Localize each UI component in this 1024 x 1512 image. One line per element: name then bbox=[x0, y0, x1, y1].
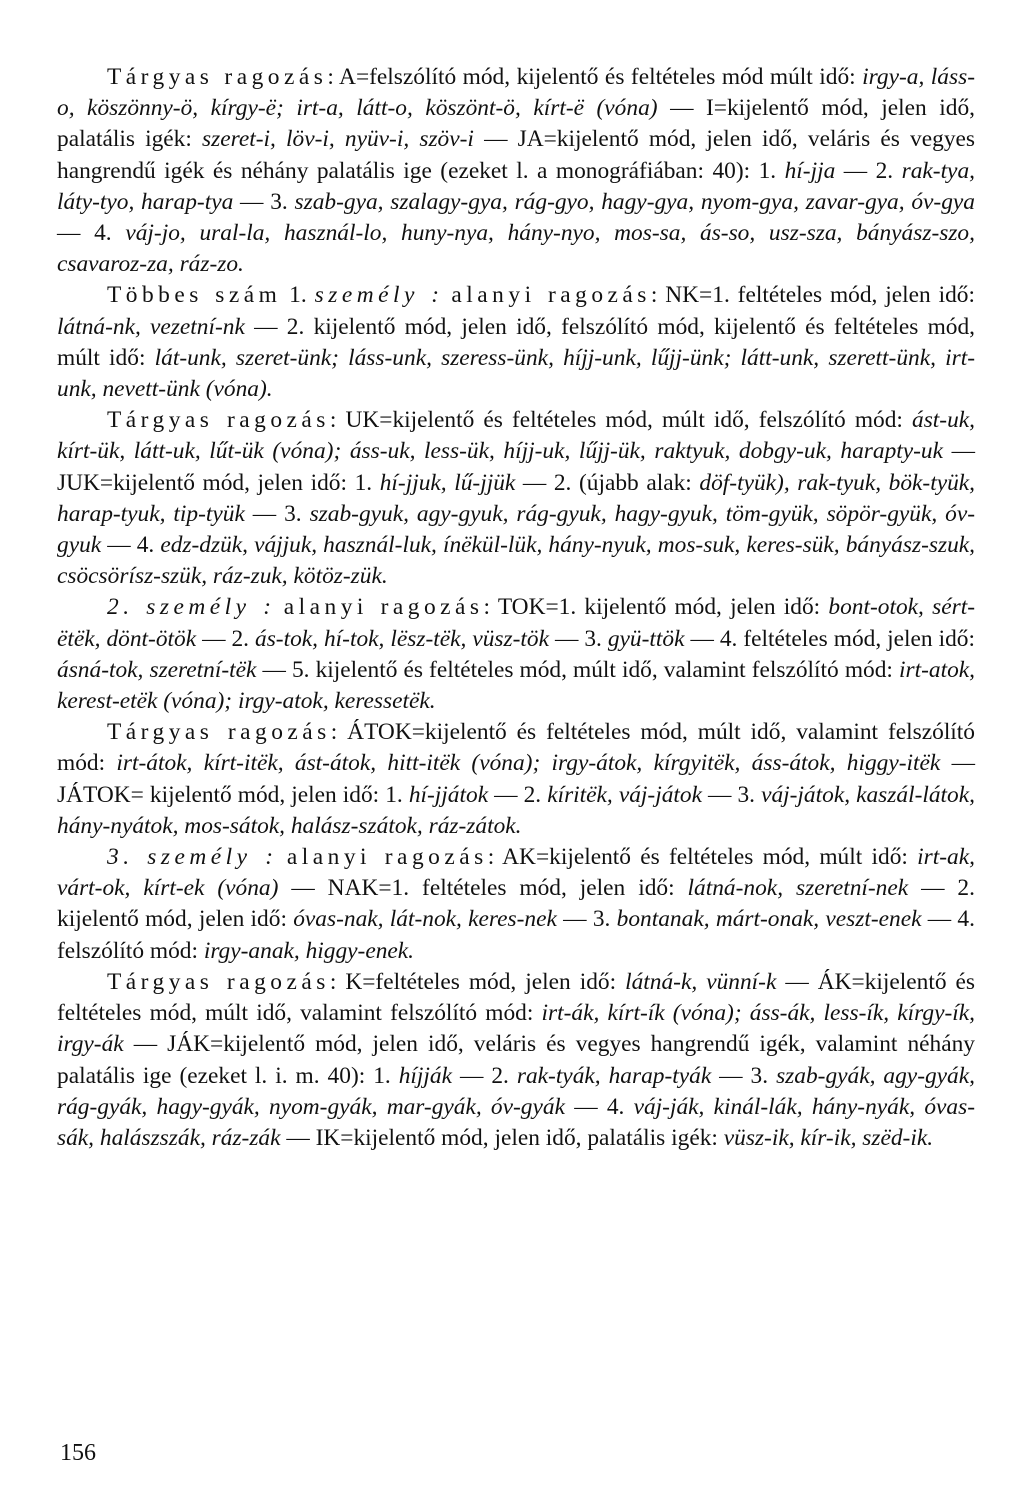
text-run: — JÁK=kijelentő mód, jelen idő, veláris és vegyes hangrendű igék, valamint néhány palatális ige (ezeket l. i. m. 40): 1. bbox=[57, 1031, 975, 1089]
text-run: — 2. bbox=[452, 1062, 517, 1089]
text-run: rak-tya, láty-tyo, harap-tya bbox=[57, 157, 975, 215]
text-run: — 3. bbox=[556, 906, 617, 933]
text-run: — NAK=1. feltételes mód, jelen idő: bbox=[278, 875, 688, 902]
text-run: hí-jjuk, lű-jjük bbox=[379, 469, 516, 496]
text-run: hí-jjátok bbox=[408, 781, 489, 808]
text-run bbox=[278, 844, 287, 870]
text-run: irt-ák, kírt-ík (vóna); áss-ák, less-ík, kírgy-ík, irgy-ák bbox=[57, 1000, 976, 1058]
text-run: — 2. kijelentő mód, jelen idő: bbox=[57, 875, 975, 933]
text-run: alanyi ragozás bbox=[451, 282, 651, 309]
text-run: gyü-ttök bbox=[607, 625, 685, 652]
text-run: — 2. kijelentő mód, jelen idő, felszólító mód, kijelentő és feltételes mód, múlt idő: bbox=[57, 313, 976, 371]
text-run: — 5. kijelentő és feltételes mód, múlt idő, valamint felszólító mód: bbox=[256, 656, 899, 683]
text-run: — 3. bbox=[233, 188, 295, 215]
paragraph-1 bbox=[57, 62, 975, 280]
text-run: Tárgyas ragozás bbox=[107, 968, 330, 995]
text-run: hí-jja bbox=[784, 157, 836, 184]
paragraph-2 bbox=[57, 280, 975, 405]
text-run: : A=felszólító mód, kijelentő és feltételes mód múlt idő: bbox=[327, 64, 863, 90]
page-number: 156 bbox=[60, 1440, 96, 1466]
text-run: — JUK=kijelentő mód, jelen idő: 1. bbox=[57, 438, 975, 496]
text-run: edz-dzük, vájjuk, használ-luk, ínëkül-lük, hány-nyuk, mos-suk, keres-sük, bányász-szuk, csöcsörísz-szük, ráz-zuk, kötöz-zük. bbox=[57, 532, 975, 590]
text-run: — 2. (újabb alak: bbox=[515, 469, 700, 496]
text-run: ásná-tok, szeretní-tëk bbox=[57, 656, 257, 683]
text-run: Tárgyas ragozás bbox=[107, 64, 328, 90]
text-run: : K=feltételes mód, jelen idő: bbox=[329, 968, 626, 995]
text-run: híjják bbox=[398, 1062, 452, 1089]
text-run: váj-jo, ural-la, használ-lo, huny-nya, hány-nyo, mos-sa, ás-so, usz-sza, bányász-szo, csavaroz-za, ráz-zo. bbox=[57, 220, 975, 278]
text-run: 2. személy : bbox=[107, 594, 276, 621]
text-run: — 2. bbox=[196, 625, 255, 652]
text-run: alanyi ragozás bbox=[286, 844, 488, 871]
text-run: — 3. bbox=[711, 1062, 777, 1089]
text-run: Tárgyas ragozás bbox=[107, 719, 331, 746]
text-run: — 4. bbox=[564, 1093, 634, 1120]
text-run: döf-tyük), rak-tyuk, bök-tyük, harap-tyuk, tip-tyük bbox=[57, 469, 976, 527]
text-run: — 4. felszólító mód: bbox=[57, 906, 975, 964]
text-run: — I=kijelentő mód, jelen idő, palatális igék: bbox=[57, 95, 975, 153]
text-run: — 4. bbox=[101, 532, 161, 559]
page-body bbox=[57, 62, 975, 1154]
text-run: bontanak, márt-onak, veszt-enek bbox=[616, 906, 922, 933]
text-run: alanyi ragozás bbox=[283, 594, 484, 621]
text-run: szab-gya, szalagy-gya, rág-gyo, hagy-gya, nyom-gya, zavar-gya, óv-gya bbox=[294, 188, 975, 215]
text-run: irgy-a, láss-o, köszönny-ö, kírgy-ë; irt-a, látt-o, köszönt-ö, kírt-ë (vóna) bbox=[57, 64, 975, 122]
paragraph-6 bbox=[57, 842, 975, 967]
paragraph-4 bbox=[57, 592, 975, 717]
text-run: vüsz-ik, kír-ik, szëd-ik. bbox=[723, 1124, 934, 1151]
text-run: látná-nok, szeretní-nek bbox=[687, 875, 909, 902]
text-run: 1. bbox=[281, 282, 315, 309]
text-run: szeret-i, löv-i, nyüv-i, szöv-i bbox=[202, 126, 474, 153]
text-run: — 4. feltételes mód, jelen idő: bbox=[684, 625, 975, 652]
text-run: : TOK=1. kijelentő mód, jelen idő: bbox=[483, 594, 829, 621]
text-run: látná-nk, vezetní-nk bbox=[57, 313, 245, 340]
text-run: — 4. bbox=[57, 220, 126, 247]
text-run: — 3. bbox=[548, 625, 608, 652]
paragraph-3 bbox=[57, 405, 975, 592]
text-run: irt-ak, várt-ok, kírt-ek (vóna) bbox=[57, 844, 975, 902]
text-run: szab-gyák, agy-gyák, rág-gyák, hagy-gyák, nyom-gyák, mar-gyák, óv-gyák bbox=[57, 1062, 975, 1120]
text-run: irt-atok, kerest-etëk (vóna); irgy-atok, keressetëk. bbox=[57, 656, 975, 715]
paragraph-7 bbox=[57, 967, 975, 1154]
text-run: — IK=kijelentő mód, jelen idő, palatális igék: bbox=[280, 1124, 724, 1151]
text-run: : UK=kijelentő és feltételes mód, múlt idő, felszólító mód: bbox=[329, 407, 912, 434]
text-run: váj-ják, kinál-lák, hány-nyák, óvas-sák, halászszák, ráz-zák bbox=[57, 1093, 975, 1151]
text-run: személy : bbox=[314, 282, 444, 309]
text-run: váj-játok, kaszál-látok, hány-nyátok, mos-sátok, halász-szátok, ráz-zátok. bbox=[57, 781, 975, 839]
text-run: : ÁTOK=kijelentő és feltételes mód, múlt idő, valamint felszólító mód: bbox=[57, 719, 976, 777]
text-run: — JÁTOK= kijelentő mód, jelen idő: 1. bbox=[57, 750, 976, 808]
text-run: rak-tyák, harap-tyák bbox=[516, 1062, 712, 1089]
text-run: — 3. bbox=[244, 500, 310, 527]
text-run: óvas-nak, lát-nok, keres-nek bbox=[293, 906, 557, 933]
text-run: irgy-anak, higgy-enek. bbox=[203, 937, 415, 964]
text-run: — 3. bbox=[701, 781, 762, 808]
text-run: bont-otok, sért-ëtëk, dönt-ötök bbox=[57, 594, 975, 652]
text-run bbox=[276, 594, 284, 620]
text-run: szab-gyuk, agy-gyuk, rág-gyuk, hagy-gyuk, töm-gyük, söpör-gyük, óv-gyuk bbox=[57, 500, 975, 559]
text-run: — ÁK=kijelentő és feltételes mód, múlt idő, valamint felszólító mód: bbox=[57, 968, 976, 1027]
text-run: látná-k, vünní-k bbox=[625, 968, 777, 995]
text-run: Tárgyas ragozás bbox=[107, 407, 330, 434]
text-run: kíritëk, váj-játok bbox=[547, 781, 702, 808]
text-run: irt-átok, kírt-itëk, ást-átok, hitt-itëk (vóna); irgy-átok, kírgyitëk, áss-átok, higgy-itëk bbox=[116, 750, 941, 777]
text-run: lát-unk, szeret-ünk; láss-unk, szeress-ünk, híjj-unk, lűjj-ünk; látt-unk, szerett-ünk, irt-unk, nevett-ünk (vóna). bbox=[57, 344, 975, 403]
text-run: : NK=1. feltételes mód, jelen idő: bbox=[650, 282, 975, 309]
text-run: — JA=kijelentő mód, jelen idő, veláris és vegyes hangrendű igék és néhány palatális ige (ezeket l. a monográfiában: 40): 1. bbox=[57, 126, 976, 184]
text-run: — 2. bbox=[835, 157, 902, 184]
text-run: Többes szám bbox=[107, 282, 282, 309]
paragraph-5 bbox=[57, 717, 975, 842]
text-run: ás-tok, hí-tok, lësz-tëk, vüsz-tök bbox=[255, 625, 549, 652]
text-run: — 2. bbox=[488, 781, 548, 808]
text-run: 3. személy : bbox=[107, 844, 278, 871]
text-run: ást-uk, kírt-ük, látt-uk, lűt-ük (vóna); áss-uk, less-ük, híjj-uk, lűjj-ük, raktyuk, dobgy-uk, harapty-uk bbox=[57, 407, 976, 465]
text-run: : AK=kijelentő és feltételes mód, múlt idő: bbox=[487, 844, 918, 871]
